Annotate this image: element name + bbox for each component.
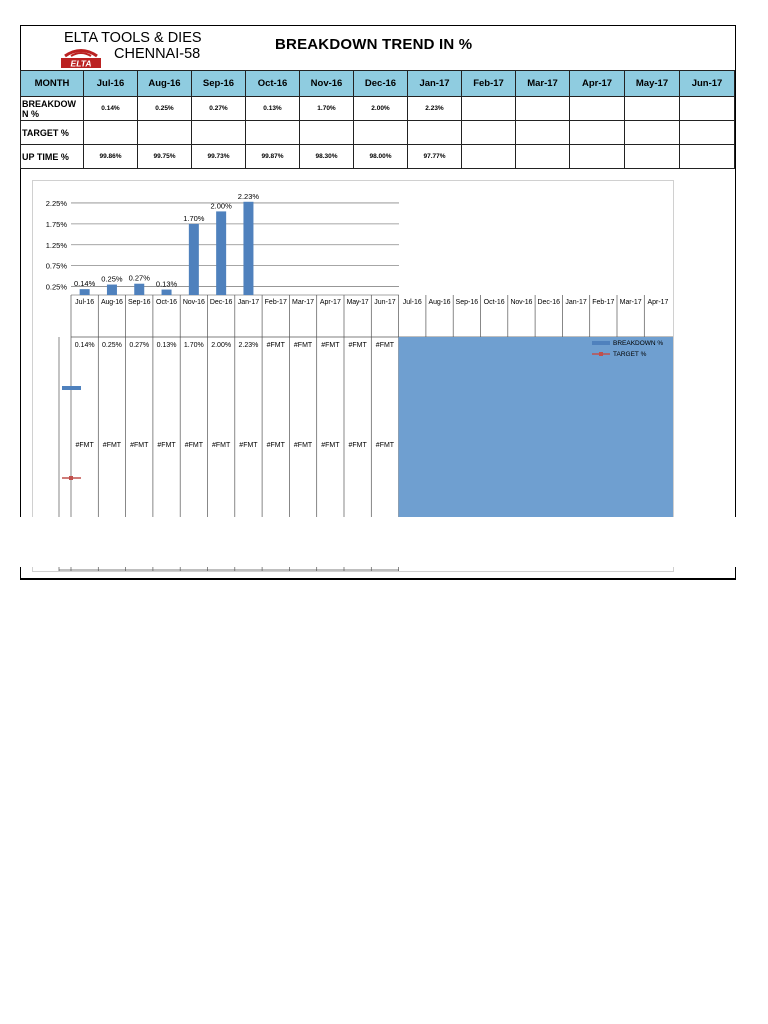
month-cell: Jul-16 (84, 71, 138, 97)
datatable-breakdown-cell: 0.27% (129, 342, 150, 349)
table-cell[interactable] (570, 97, 625, 121)
bar-nov-16 (189, 224, 199, 295)
breakdown-chart (33, 181, 673, 571)
logo-text: ELTA (70, 58, 92, 69)
datatable-target-cell: #FMT (212, 442, 231, 449)
datatable-target-cell: #FMT (75, 442, 94, 449)
bar-jul-16 (80, 289, 90, 295)
x-tick-label: Jan-17 (565, 299, 587, 306)
bar-oct-16 (162, 290, 172, 295)
table-cell[interactable] (516, 97, 570, 121)
row-label: TARGET % (21, 121, 84, 145)
table-cell[interactable]: 0.13% (246, 97, 300, 121)
month-cell: Nov-16 (300, 71, 354, 97)
datatable-target-cell: #FMT (157, 442, 176, 449)
month-cell: Sep-16 (192, 71, 246, 97)
table-cell[interactable] (462, 121, 516, 145)
datatable-target-cell: #FMT (130, 442, 149, 449)
x-tick-label: Oct-16 (483, 299, 505, 306)
table-cell[interactable] (192, 121, 246, 145)
bar-data-label: 0.13% (155, 279, 178, 289)
x-tick-label: Sep-16 (127, 299, 151, 306)
plot-area-fill (399, 337, 673, 519)
bar-jan-17 (243, 202, 253, 295)
summary-table (20, 70, 735, 169)
y-tick-label: 1.25% (45, 240, 67, 250)
y-tick-label: 2.25% (45, 198, 67, 208)
table-cell[interactable] (462, 97, 516, 121)
legend-target-label: TARGET % (613, 351, 647, 358)
breakdown-legend-key (62, 386, 81, 390)
x-tick-label: Feb-17 (592, 299, 615, 306)
table-row (21, 145, 735, 169)
table-cell[interactable] (680, 145, 735, 169)
table-row (21, 97, 735, 121)
page-title: BREAKDOWN TREND IN % (275, 36, 473, 53)
bar-sep-16 (134, 284, 144, 295)
page-gap (0, 517, 768, 567)
datatable-target-cell: #FMT (348, 442, 367, 449)
month-cell: Feb-17 (462, 71, 516, 97)
legend-target-marker (599, 352, 603, 356)
table-cell[interactable]: 99.73% (192, 145, 246, 169)
bar-data-label: 0.25% (101, 274, 123, 284)
datatable-breakdown-cell: 2.00% (211, 342, 232, 349)
x-tick-label: Mar-17 (619, 299, 642, 306)
chart-area (32, 180, 674, 572)
table-cell[interactable] (84, 121, 138, 145)
datatable-target-cell: #FMT (321, 442, 340, 449)
month-cell: Apr-17 (570, 71, 625, 97)
datatable-breakdown-cell: #FMT (321, 342, 340, 349)
datatable-target-cell: #FMT (184, 442, 203, 449)
x-tick-label: Nov-16 (510, 299, 533, 306)
x-tick-label: Apr-17 (647, 299, 669, 306)
elta-logo (57, 47, 105, 69)
x-tick-label: Oct-16 (156, 299, 178, 306)
table-cell[interactable] (625, 145, 680, 169)
bar-data-label: 1.70% (183, 213, 205, 223)
table-cell[interactable]: 2.23% (408, 97, 462, 121)
table-header-row (21, 71, 735, 97)
bar-data-label: 0.14% (74, 279, 96, 289)
datatable-target-cell: #FMT (266, 442, 285, 449)
x-tick-label: Feb-17 (264, 299, 287, 306)
row-label: UP TIME % (21, 145, 84, 169)
table-cell[interactable]: 99.86% (84, 145, 138, 169)
table-cell[interactable]: 98.30% (300, 145, 354, 169)
bar-data-label: 2.00% (210, 201, 232, 211)
table-cell[interactable]: 2.00% (354, 97, 408, 121)
target-legend-marker (69, 476, 73, 480)
company-name-line2: CHENNAI-58 (114, 46, 201, 62)
datatable-breakdown-cell: #FMT (266, 342, 285, 349)
month-cell: Oct-16 (246, 71, 300, 97)
table-cell[interactable] (516, 145, 570, 169)
x-tick-label: Dec-16 (537, 299, 561, 306)
datatable-breakdown-cell: #FMT (348, 342, 367, 349)
datatable-target-cell: #FMT (102, 442, 122, 449)
bar-data-label: 2.23% (237, 191, 260, 201)
table-cell[interactable]: 1.70% (300, 97, 354, 121)
datatable-breakdown-cell: 2.23% (238, 342, 259, 349)
x-tick-label: Jul-16 (75, 299, 95, 306)
datatable-breakdown-cell: #FMT (375, 342, 395, 349)
table-cell[interactable]: 0.14% (84, 97, 138, 121)
x-tick-label: Mar-17 (292, 299, 315, 306)
table-cell[interactable]: 97.77% (408, 145, 462, 169)
table-cell[interactable]: 99.87% (246, 145, 300, 169)
table-cell[interactable]: 0.25% (138, 97, 192, 121)
x-tick-label: Nov-16 (182, 299, 205, 306)
datatable-breakdown-cell: 0.14% (74, 342, 95, 349)
bar-aug-16 (107, 285, 117, 295)
table-cell[interactable] (462, 145, 516, 169)
x-tick-label: Sep-16 (455, 299, 479, 306)
table-cell[interactable]: 99.75% (138, 145, 192, 169)
table-cell[interactable]: 98.00% (354, 145, 408, 169)
datatable-breakdown-cell: 1.70% (183, 342, 204, 349)
y-tick-label: 1.75% (45, 219, 67, 229)
datatable-breakdown-cell: 0.25% (102, 342, 122, 349)
month-cell: Jun-17 (680, 71, 735, 97)
table-cell[interactable] (516, 121, 570, 145)
bar-data-label: 0.27% (128, 273, 150, 283)
month-cell: Dec-16 (354, 71, 408, 97)
x-tick-label: Dec-16 (209, 299, 233, 306)
y-tick-label: 0.25% (45, 282, 67, 292)
table-cell[interactable] (680, 97, 735, 121)
table-cell[interactable] (300, 121, 354, 145)
datatable-target-cell: #FMT (239, 442, 258, 449)
legend-breakdown-swatch (592, 341, 610, 345)
table-cell[interactable] (570, 121, 625, 145)
table-cell[interactable] (246, 121, 300, 145)
x-tick-label: Jun-17 (374, 299, 396, 306)
month-header: MONTH (21, 71, 84, 97)
x-tick-label: Aug-16 (100, 299, 123, 306)
bar-dec-16 (216, 211, 226, 295)
table-row (21, 121, 735, 145)
table-cell[interactable] (625, 121, 680, 145)
x-tick-label: Aug-16 (428, 299, 451, 306)
table-cell[interactable] (680, 121, 735, 145)
legend-breakdown-label: BREAKDOWN % (613, 340, 664, 347)
month-cell: Aug-16 (138, 71, 192, 97)
x-tick-label: Jan-17 (237, 299, 260, 306)
table-cell[interactable] (354, 121, 408, 145)
datatable-target-cell: #FMT (293, 442, 313, 449)
company-name-line1: ELTA TOOLS & DIES (64, 30, 202, 46)
table-cell[interactable]: 0.27% (192, 97, 246, 121)
month-cell: Mar-17 (516, 71, 570, 97)
month-cell: May-17 (625, 71, 680, 97)
datatable-target-cell: #FMT (375, 442, 395, 449)
table-cell[interactable] (408, 121, 462, 145)
y-tick-label: 0.75% (45, 261, 67, 271)
month-cell: Jan-17 (408, 71, 462, 97)
x-tick-label: Jul-16 (402, 299, 422, 306)
table-cell[interactable] (138, 121, 192, 145)
x-tick-label: Apr-17 (319, 299, 341, 306)
datatable-breakdown-cell: 0.13% (156, 342, 177, 349)
row-label: BREAKDOW N % (21, 97, 84, 121)
table-cell[interactable] (570, 145, 625, 169)
datatable-breakdown-cell: #FMT (293, 342, 313, 349)
x-tick-label: May-17 (346, 299, 369, 306)
table-cell[interactable] (625, 97, 680, 121)
